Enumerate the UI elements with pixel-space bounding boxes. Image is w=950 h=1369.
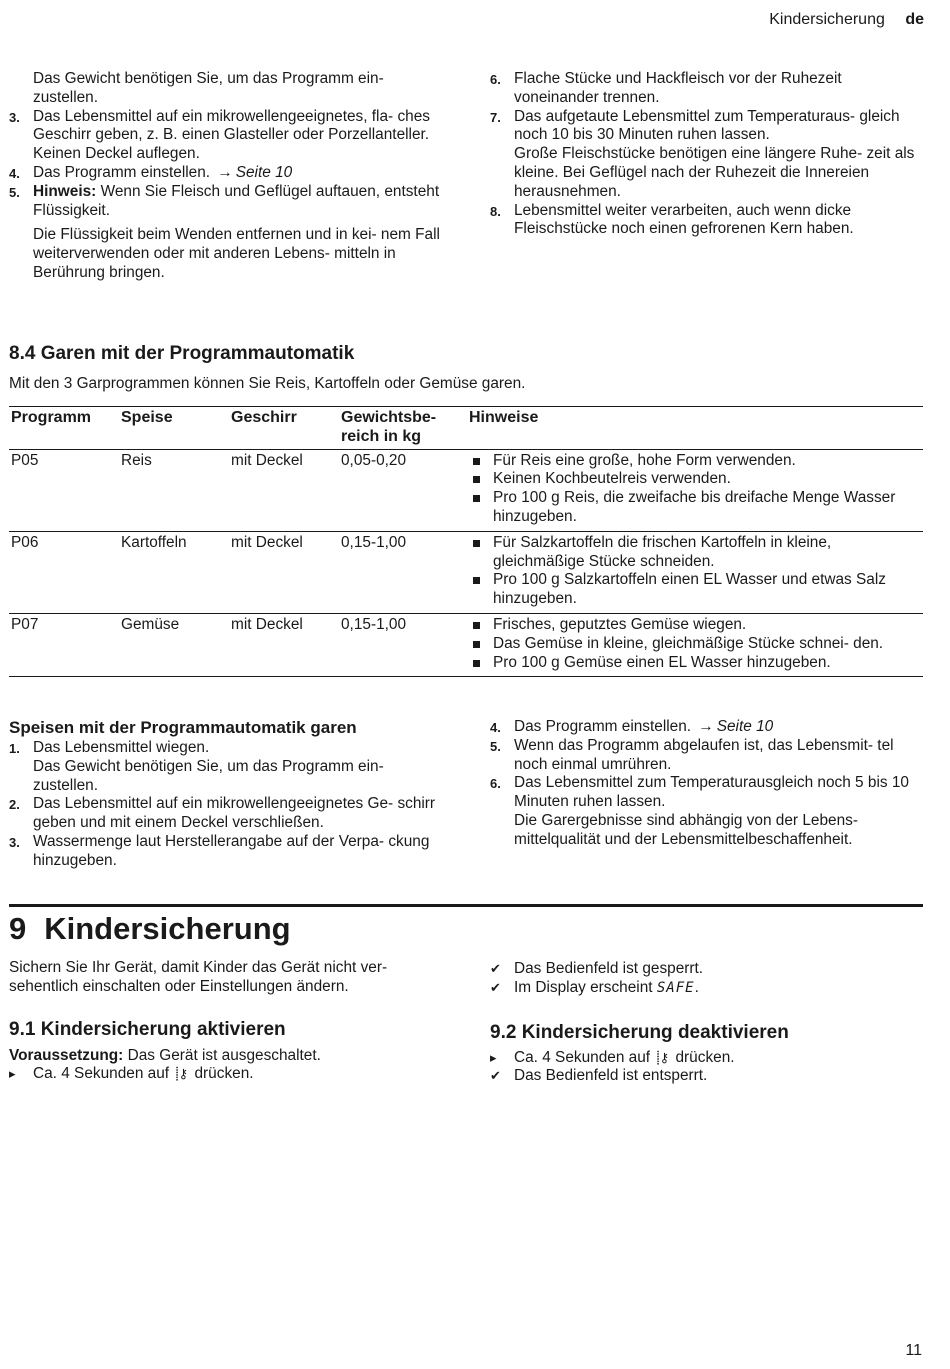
cooking-steps-list-cont <box>490 718 915 850</box>
section-9-1-title: 9.1 Kindersicherung aktivieren <box>9 1018 286 1040</box>
top-left-steps <box>9 108 449 283</box>
note-label: Hinweis: <box>33 182 97 200</box>
header-section-title: Kindersicherung <box>769 11 885 28</box>
cell-weight: 0,15-1,00 <box>339 531 467 613</box>
step-continuation: Das Gewicht benötigen Sie, um das Programm ein- zustellen. <box>33 757 384 794</box>
action-arrow-icon: ▸ <box>490 1049 497 1065</box>
cell-notes <box>467 449 923 531</box>
step-3 <box>9 833 449 871</box>
note-item: Frisches, geputztes Gemüse wiegen. <box>469 616 919 635</box>
child-lock-key-icon: ⸽⚷ <box>656 1049 670 1065</box>
step-text: Flache Stücke und Hackfleisch vor der Ruhezeit voneinander trennen. <box>514 70 842 106</box>
column-header-program: Programm <box>9 407 119 450</box>
step-text: Das Lebensmittel wiegen. <box>33 739 210 756</box>
table-row <box>9 449 923 531</box>
result-item <box>490 979 915 998</box>
child-lock-key-icon: ⸽⚷ <box>175 1066 189 1082</box>
cell-program: P06 <box>9 531 119 613</box>
step-2 <box>9 795 449 833</box>
note-item: Für Salzkartoffeln die frischen Kartoffeln in kleine, gleichmäßige Stücke schneiden. <box>469 534 919 572</box>
step-number: 4. <box>490 720 501 735</box>
note-item: Für Reis eine große, hohe Form verwenden. <box>469 452 919 471</box>
page-reference-link[interactable]: Seite 10 <box>235 163 293 181</box>
table-header-row <box>9 407 923 450</box>
step-number: 7. <box>490 109 501 125</box>
check-icon: ✔ <box>490 1068 501 1084</box>
note-item: Pro 100 g Gemüse einen EL Wasser hinzugeben. <box>469 654 919 673</box>
cooking-subsection-title: Speisen mit der Programmautomatik garen <box>9 718 357 737</box>
result-text: Das Bedienfeld ist gesperrt. <box>514 960 704 977</box>
result-item <box>490 1067 915 1086</box>
cell-dish: mit Deckel <box>229 531 339 613</box>
step-text: Das Programm einstellen. <box>33 163 211 181</box>
step-continuation: Die Flüssigkeit beim Wenden entfernen und in kei- nem Fall weiterverwenden oder mit anderen Lebens- mitteln in Berührung bringen. <box>33 226 440 281</box>
prerequisite-text: Das Gerät ist ausgeschaltet. <box>127 1046 321 1064</box>
step-text: Das Lebensmittel zum Temperaturausgleich noch 5 bis 10 Minuten ruhen lassen. <box>514 774 909 811</box>
section-9-2-title: 9.2 Kindersicherung deaktivieren <box>490 1021 789 1043</box>
action-item <box>9 1065 449 1084</box>
step-number: 5. <box>9 184 20 200</box>
cell-food: Gemüse <box>119 613 229 676</box>
column-header-food: Speise <box>119 407 229 450</box>
chapter-title-text: Kindersicherung <box>44 911 291 946</box>
chapter-9-title <box>9 911 291 947</box>
page-header <box>769 11 924 30</box>
check-icon: ✔ <box>490 961 501 976</box>
chapter-divider <box>9 904 923 907</box>
top-left-column <box>9 70 449 283</box>
cooking-steps-left <box>9 717 449 871</box>
note-item: Das Gemüse in kleine, gleichmäßige Stücke schnei- den. <box>469 635 919 654</box>
step-text: Das Lebensmittel auf ein mikrowellengeeignetes Ge- schirr geben und mit einem Deckel verschließen. <box>33 795 436 832</box>
step-continuation: Große Fleischstücke benötigen eine längere Ruhe- zeit als kleine. Bei Geflügel nach der Ruhezeit die Innereien herausnehmen. <box>514 145 915 200</box>
step-number: 6. <box>490 776 501 792</box>
cell-weight: 0,15-1,00 <box>339 613 467 676</box>
cell-program: P05 <box>9 449 119 531</box>
step-text: Lebensmittel weiter verarbeiten, auch wenn dicke Fleischstücke noch einen gefrorenen Kern haben. <box>514 201 854 238</box>
action-result-list <box>490 1049 915 1087</box>
step-text: Das Lebensmittel auf ein mikrowellengeeignetes, fla- ches Geschirr geben, z. B. einen Glasteller oder Porzellanteller. <box>33 107 430 144</box>
cell-food: Kartoffeln <box>119 531 229 613</box>
cell-food: Reis <box>119 449 229 531</box>
step-number: 2. <box>9 797 20 813</box>
cell-dish: mit Deckel <box>229 613 339 676</box>
step-number: 1. <box>9 741 20 756</box>
action-text-pre: Ca. 4 Sekunden auf <box>33 1065 170 1083</box>
display-safe-indicator: SAFE <box>656 979 695 996</box>
action-arrow-icon: ▸ <box>9 1066 16 1082</box>
note-item: Pro 100 g Reis, die zweifache bis dreifache Menge Wasser hinzugeben. <box>469 489 919 527</box>
prerequisite <box>9 1047 449 1066</box>
result-item <box>490 960 915 979</box>
prerequisite-label: Voraussetzung: <box>9 1046 124 1064</box>
page-number: 11 <box>905 1342 922 1360</box>
action-text-post: drücken. <box>194 1065 254 1083</box>
step-number: 6. <box>490 72 501 87</box>
cell-notes <box>467 531 923 613</box>
result-text: Das Bedienfeld ist entsperrt. <box>514 1067 708 1085</box>
step-4 <box>9 164 449 183</box>
cooking-steps-right <box>490 718 915 850</box>
page-reference-link[interactable]: Seite 10 <box>716 718 774 735</box>
table-row <box>9 531 923 613</box>
step-text: Wenn Sie Fleisch und Geflügel auftauen, entsteht Flüssigkeit. <box>33 182 440 219</box>
column-header-notes: Hinweise <box>467 407 923 450</box>
step-3 <box>9 108 449 164</box>
step-8 <box>490 202 915 240</box>
chapter-number: 9 <box>9 911 27 946</box>
cell-dish: mit Deckel <box>229 449 339 531</box>
note-item: Keinen Kochbeutelreis verwenden. <box>469 470 919 489</box>
step-5 <box>9 183 449 283</box>
chapter-9-intro: Sichern Sie Ihr Gerät, damit Kinder das Gerät nicht ver- sehentlich einschalten oder Einstellungen ändern. <box>9 959 388 995</box>
top-right-steps <box>490 70 915 239</box>
step-continuation: Die Garergebnisse sind abhängig von der Lebens- mittelqualität und der Lebensmittelbeschaffenheit. <box>514 811 858 848</box>
notes-list <box>469 452 919 527</box>
section-8-4-intro: Mit den 3 Garprogrammen können Sie Reis, Kartoffeln oder Gemüse garen. <box>9 375 526 392</box>
step-number: 4. <box>9 165 20 181</box>
step-text: Wenn das Programm abgelaufen ist, das Lebensmit- tel noch einmal umrühren. <box>514 736 894 773</box>
arrow-icon: → <box>698 718 714 735</box>
action-text-post: drücken. <box>675 1048 735 1066</box>
header-language: de <box>905 11 924 28</box>
program-table <box>9 406 923 677</box>
arrow-icon: → <box>217 163 233 181</box>
cell-notes <box>467 613 923 676</box>
result-list <box>490 960 915 998</box>
note-item: Pro 100 g Salzkartoffeln einen EL Wasser und etwas Salz hinzugeben. <box>469 571 919 609</box>
cell-weight: 0,05-0,20 <box>339 449 467 531</box>
intro-line: Das Gewicht benötigen Sie, um das Programm ein- zustellen. <box>33 70 384 106</box>
step-4 <box>490 718 915 737</box>
cell-program: P07 <box>9 613 119 676</box>
chapter-9-left <box>9 959 449 1084</box>
column-header-weight: Gewichtsbe- reich in kg <box>339 407 467 450</box>
program-table-wrapper <box>9 406 923 677</box>
step-7 <box>490 108 915 202</box>
step-6 <box>490 774 915 849</box>
step-number: 8. <box>490 203 501 219</box>
step-number: 3. <box>9 109 20 125</box>
action-text-pre: Ca. 4 Sekunden auf <box>514 1048 651 1066</box>
cooking-steps-list <box>9 739 449 871</box>
section-8-4-title: 8.4 Garen mit der Programmautomatik <box>9 343 355 364</box>
step-text: Das Programm einstellen. <box>514 718 692 735</box>
notes-list <box>469 616 919 672</box>
result-text-pre: Im Display erscheint <box>514 978 653 996</box>
action-item <box>490 1049 915 1068</box>
step-1 <box>9 739 449 795</box>
step-text: Wassermenge laut Herstellerangabe auf der Verpa- ckung hinzugeben. <box>33 832 430 869</box>
table-row <box>9 613 923 676</box>
chapter-9-right <box>490 960 915 1086</box>
step-number: 3. <box>9 834 20 850</box>
step-text: Das aufgetaute Lebensmittel zum Temperaturaus- gleich noch 10 bis 30 Minuten ruhen lassen. <box>514 107 900 144</box>
top-right-column <box>490 70 915 239</box>
step-continuation: Keinen Deckel auflegen. <box>33 145 200 163</box>
column-header-dish: Geschirr <box>229 407 339 450</box>
step-number: 5. <box>490 738 501 754</box>
notes-list <box>469 534 919 609</box>
check-icon: ✔ <box>490 979 501 995</box>
step-6 <box>490 70 915 108</box>
result-text-post: . <box>694 978 699 996</box>
step-5 <box>490 737 915 775</box>
action-list <box>9 1065 449 1084</box>
